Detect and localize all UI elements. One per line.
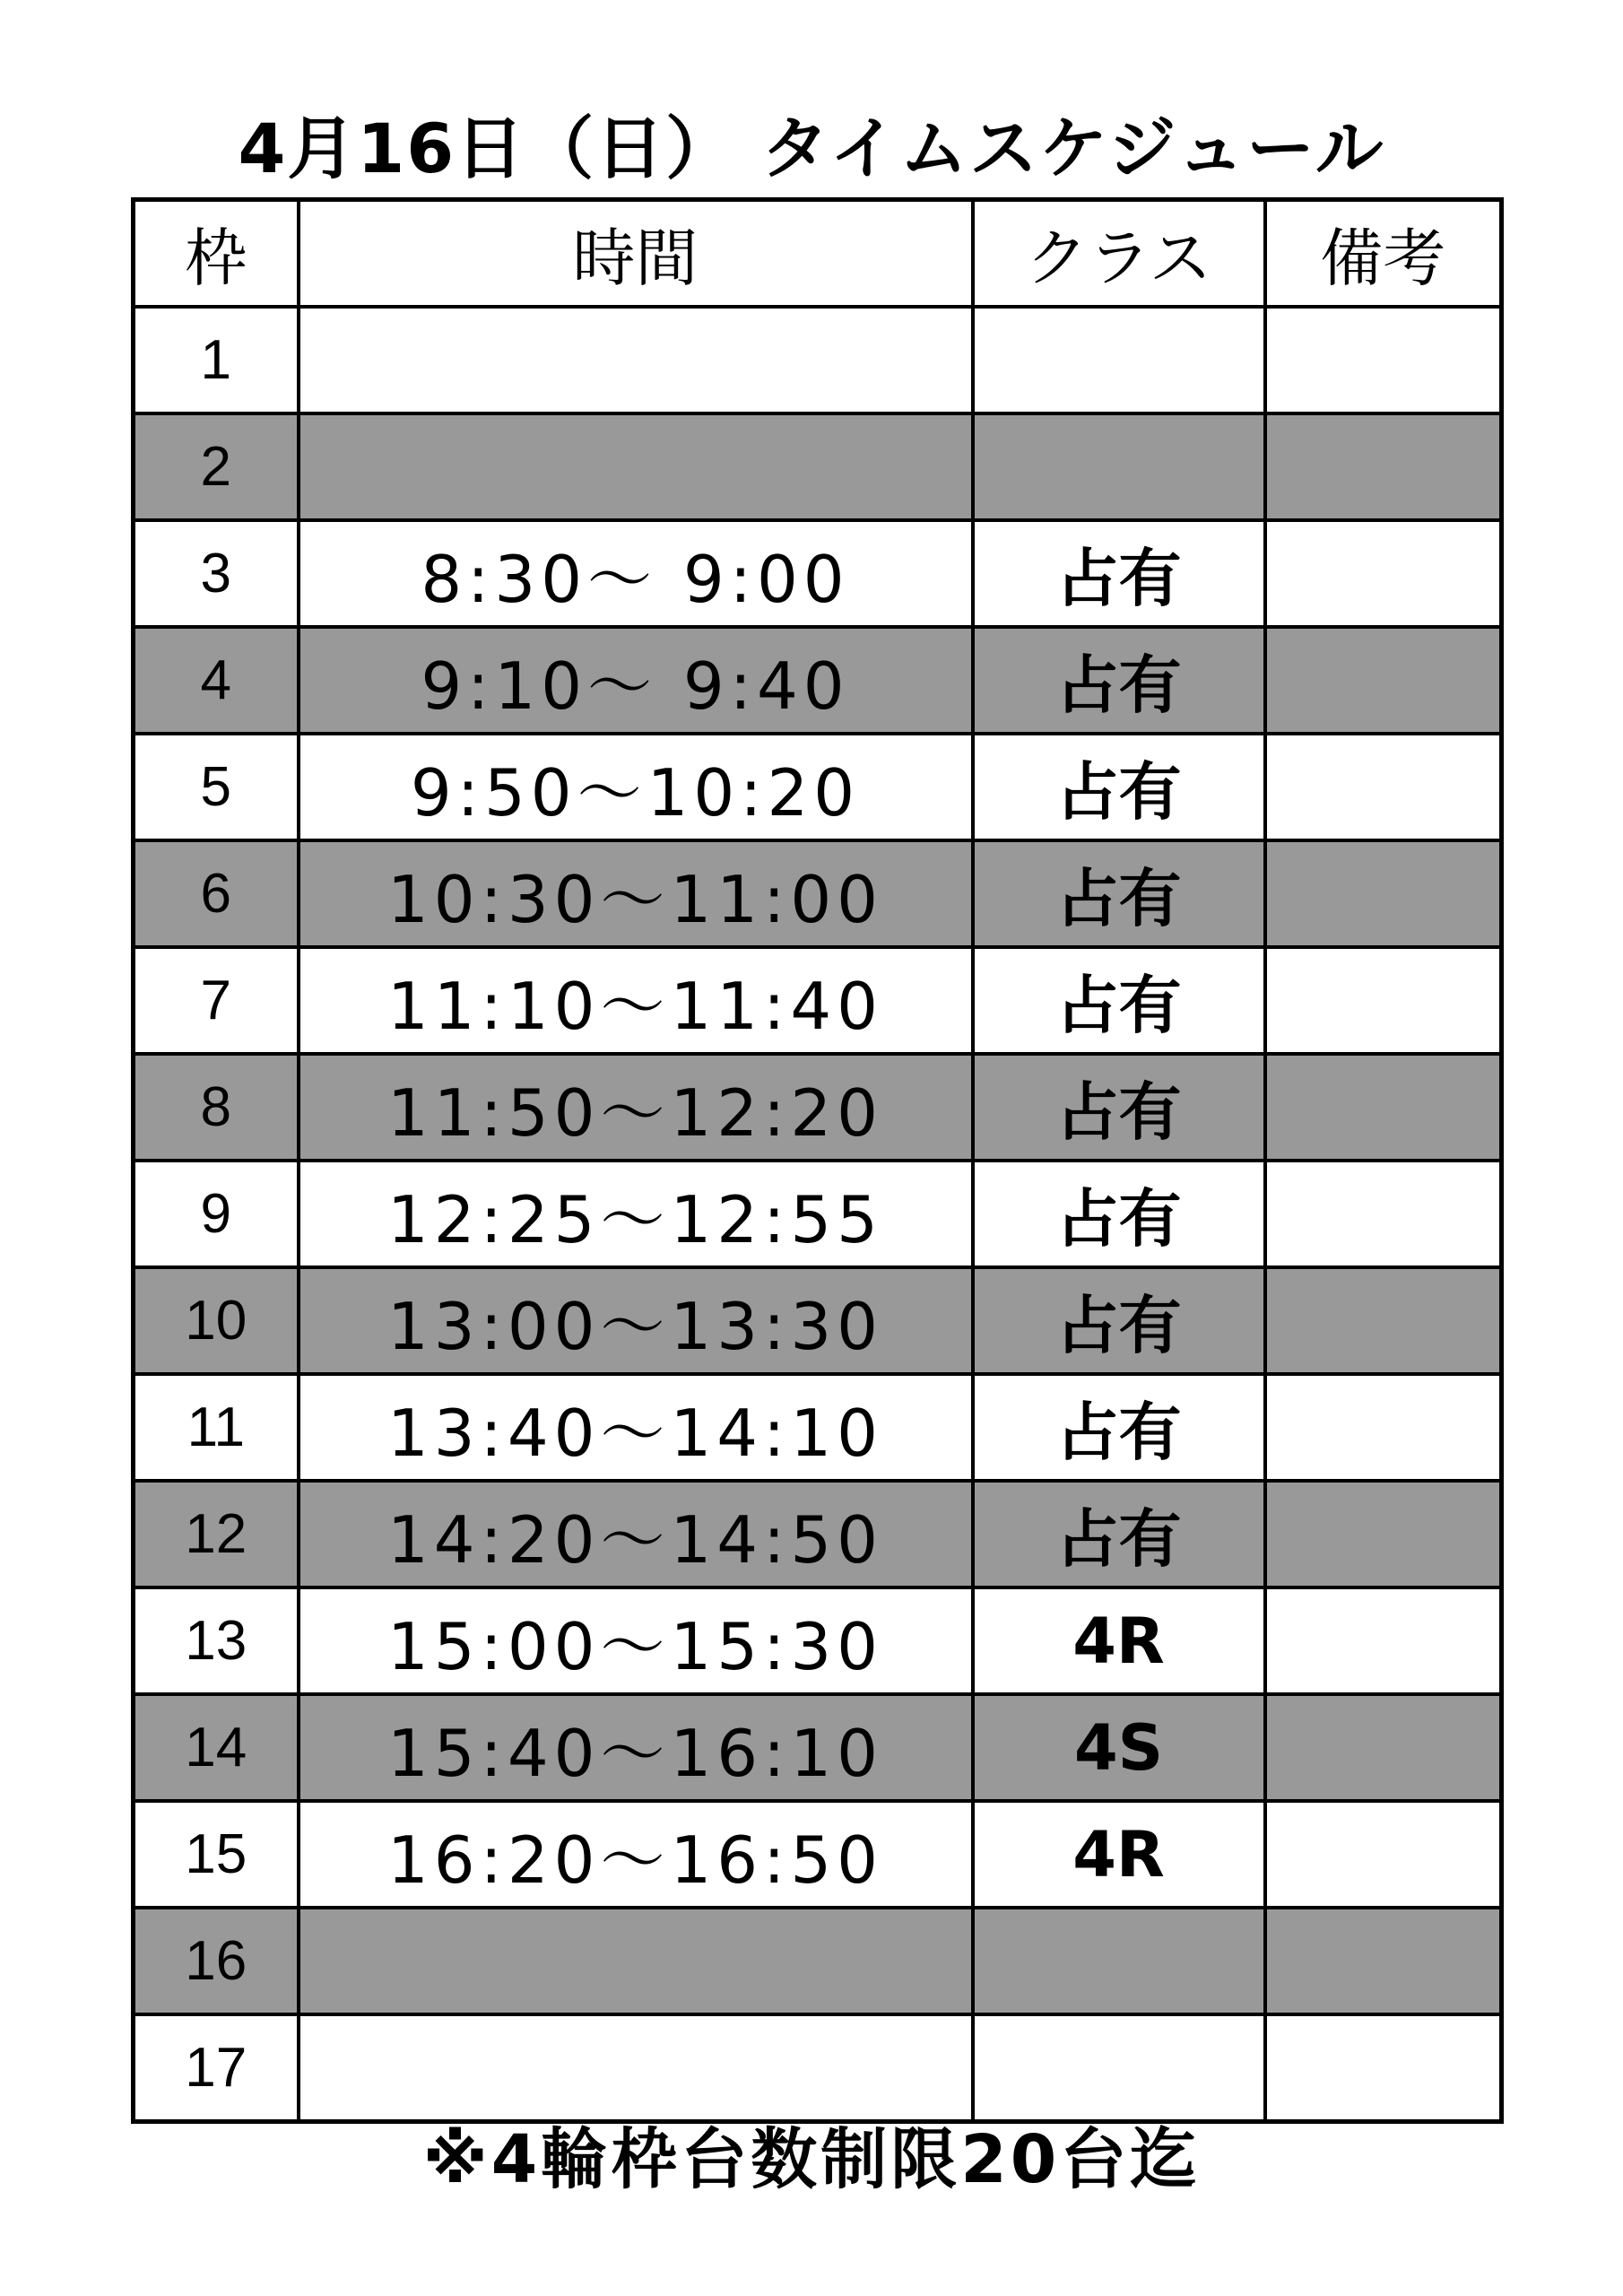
cell-remarks	[1265, 1267, 1502, 1374]
cell-class	[973, 307, 1265, 413]
schedule-table	[131, 197, 1504, 2124]
cell-remarks	[1265, 1054, 1502, 1161]
table-row	[134, 1694, 1502, 1801]
cell-time: 16:20～16:50	[299, 1801, 973, 1908]
cell-slot: 1	[134, 307, 299, 413]
cell-slot: 13	[134, 1587, 299, 1694]
cell-remarks	[1265, 1481, 1502, 1587]
cell-slot: 9	[134, 1161, 299, 1267]
cell-slot: 4	[134, 627, 299, 734]
cell-remarks	[1265, 947, 1502, 1054]
cell-time: 13:00～13:30	[299, 1267, 973, 1374]
cell-class: 占有	[973, 840, 1265, 947]
cell-time: 9:10～ 9:40	[299, 627, 973, 734]
cell-slot: 6	[134, 840, 299, 947]
cell-remarks	[1265, 627, 1502, 734]
table-row	[134, 1481, 1502, 1587]
table-row	[134, 307, 1502, 413]
cell-time	[299, 1908, 973, 2014]
footnote: ※4輪枠台数制限20台迄	[422, 2121, 1201, 2198]
header-class: クラス	[973, 200, 1265, 308]
cell-class: 4R	[973, 1587, 1265, 1694]
schedule-body	[134, 307, 1502, 2122]
cell-time	[299, 307, 973, 413]
table-row	[134, 1267, 1502, 1374]
table-row	[134, 1908, 1502, 2014]
cell-slot: 14	[134, 1694, 299, 1801]
table-row	[134, 1587, 1502, 1694]
table-row	[134, 520, 1502, 627]
cell-class: 占有	[973, 1054, 1265, 1161]
cell-remarks	[1265, 1161, 1502, 1267]
cell-slot: 16	[134, 1908, 299, 2014]
cell-remarks	[1265, 1908, 1502, 2014]
cell-class: 占有	[973, 627, 1265, 734]
table-row	[134, 840, 1502, 947]
cell-time: 8:30～ 9:00	[299, 520, 973, 627]
table-row	[134, 1054, 1502, 1161]
cell-class	[973, 1908, 1265, 2014]
cell-time: 14:20～14:50	[299, 1481, 973, 1587]
cell-remarks	[1265, 1374, 1502, 1481]
cell-remarks	[1265, 413, 1502, 520]
cell-remarks	[1265, 840, 1502, 947]
cell-slot: 10	[134, 1267, 299, 1374]
table-row	[134, 2014, 1502, 2122]
table-row	[134, 1161, 1502, 1267]
cell-time	[299, 2014, 973, 2122]
cell-class: 4R	[973, 1801, 1265, 1908]
page-title: 4月16日（日） タイムスケジュール	[238, 109, 1385, 188]
header-time: 時間	[299, 200, 973, 308]
cell-remarks	[1265, 2014, 1502, 2122]
cell-remarks	[1265, 1587, 1502, 1694]
table-row	[134, 947, 1502, 1054]
cell-time: 11:10～11:40	[299, 947, 973, 1054]
cell-class: 4S	[973, 1694, 1265, 1801]
cell-class	[973, 2014, 1265, 2122]
cell-time	[299, 413, 973, 520]
cell-remarks	[1265, 1694, 1502, 1801]
table-row	[134, 1801, 1502, 1908]
cell-time: 13:40～14:10	[299, 1374, 973, 1481]
cell-remarks	[1265, 520, 1502, 627]
cell-slot: 2	[134, 413, 299, 520]
cell-remarks	[1265, 307, 1502, 413]
table-row	[134, 1374, 1502, 1481]
cell-class	[973, 413, 1265, 520]
cell-slot: 17	[134, 2014, 299, 2122]
cell-remarks	[1265, 734, 1502, 840]
table-row	[134, 734, 1502, 840]
cell-slot: 3	[134, 520, 299, 627]
table-row	[134, 627, 1502, 734]
cell-class: 占有	[973, 1481, 1265, 1587]
cell-time: 12:25～12:55	[299, 1161, 973, 1267]
cell-slot: 8	[134, 1054, 299, 1161]
cell-slot: 12	[134, 1481, 299, 1587]
header-row	[134, 200, 1502, 308]
cell-slot: 15	[134, 1801, 299, 1908]
cell-time: 9:50～10:20	[299, 734, 973, 840]
cell-slot: 7	[134, 947, 299, 1054]
cell-class: 占有	[973, 734, 1265, 840]
cell-class: 占有	[973, 1267, 1265, 1374]
cell-time: 15:00～15:30	[299, 1587, 973, 1694]
table-row	[134, 413, 1502, 520]
cell-class: 占有	[973, 1374, 1265, 1481]
cell-time: 11:50～12:20	[299, 1054, 973, 1161]
cell-class: 占有	[973, 1161, 1265, 1267]
cell-class: 占有	[973, 520, 1265, 627]
cell-slot: 11	[134, 1374, 299, 1481]
header-remarks: 備考	[1265, 200, 1502, 308]
cell-time: 10:30～11:00	[299, 840, 973, 947]
cell-class: 占有	[973, 947, 1265, 1054]
header-slot: 枠	[134, 200, 299, 308]
cell-remarks	[1265, 1801, 1502, 1908]
cell-time: 15:40～16:10	[299, 1694, 973, 1801]
cell-slot: 5	[134, 734, 299, 840]
